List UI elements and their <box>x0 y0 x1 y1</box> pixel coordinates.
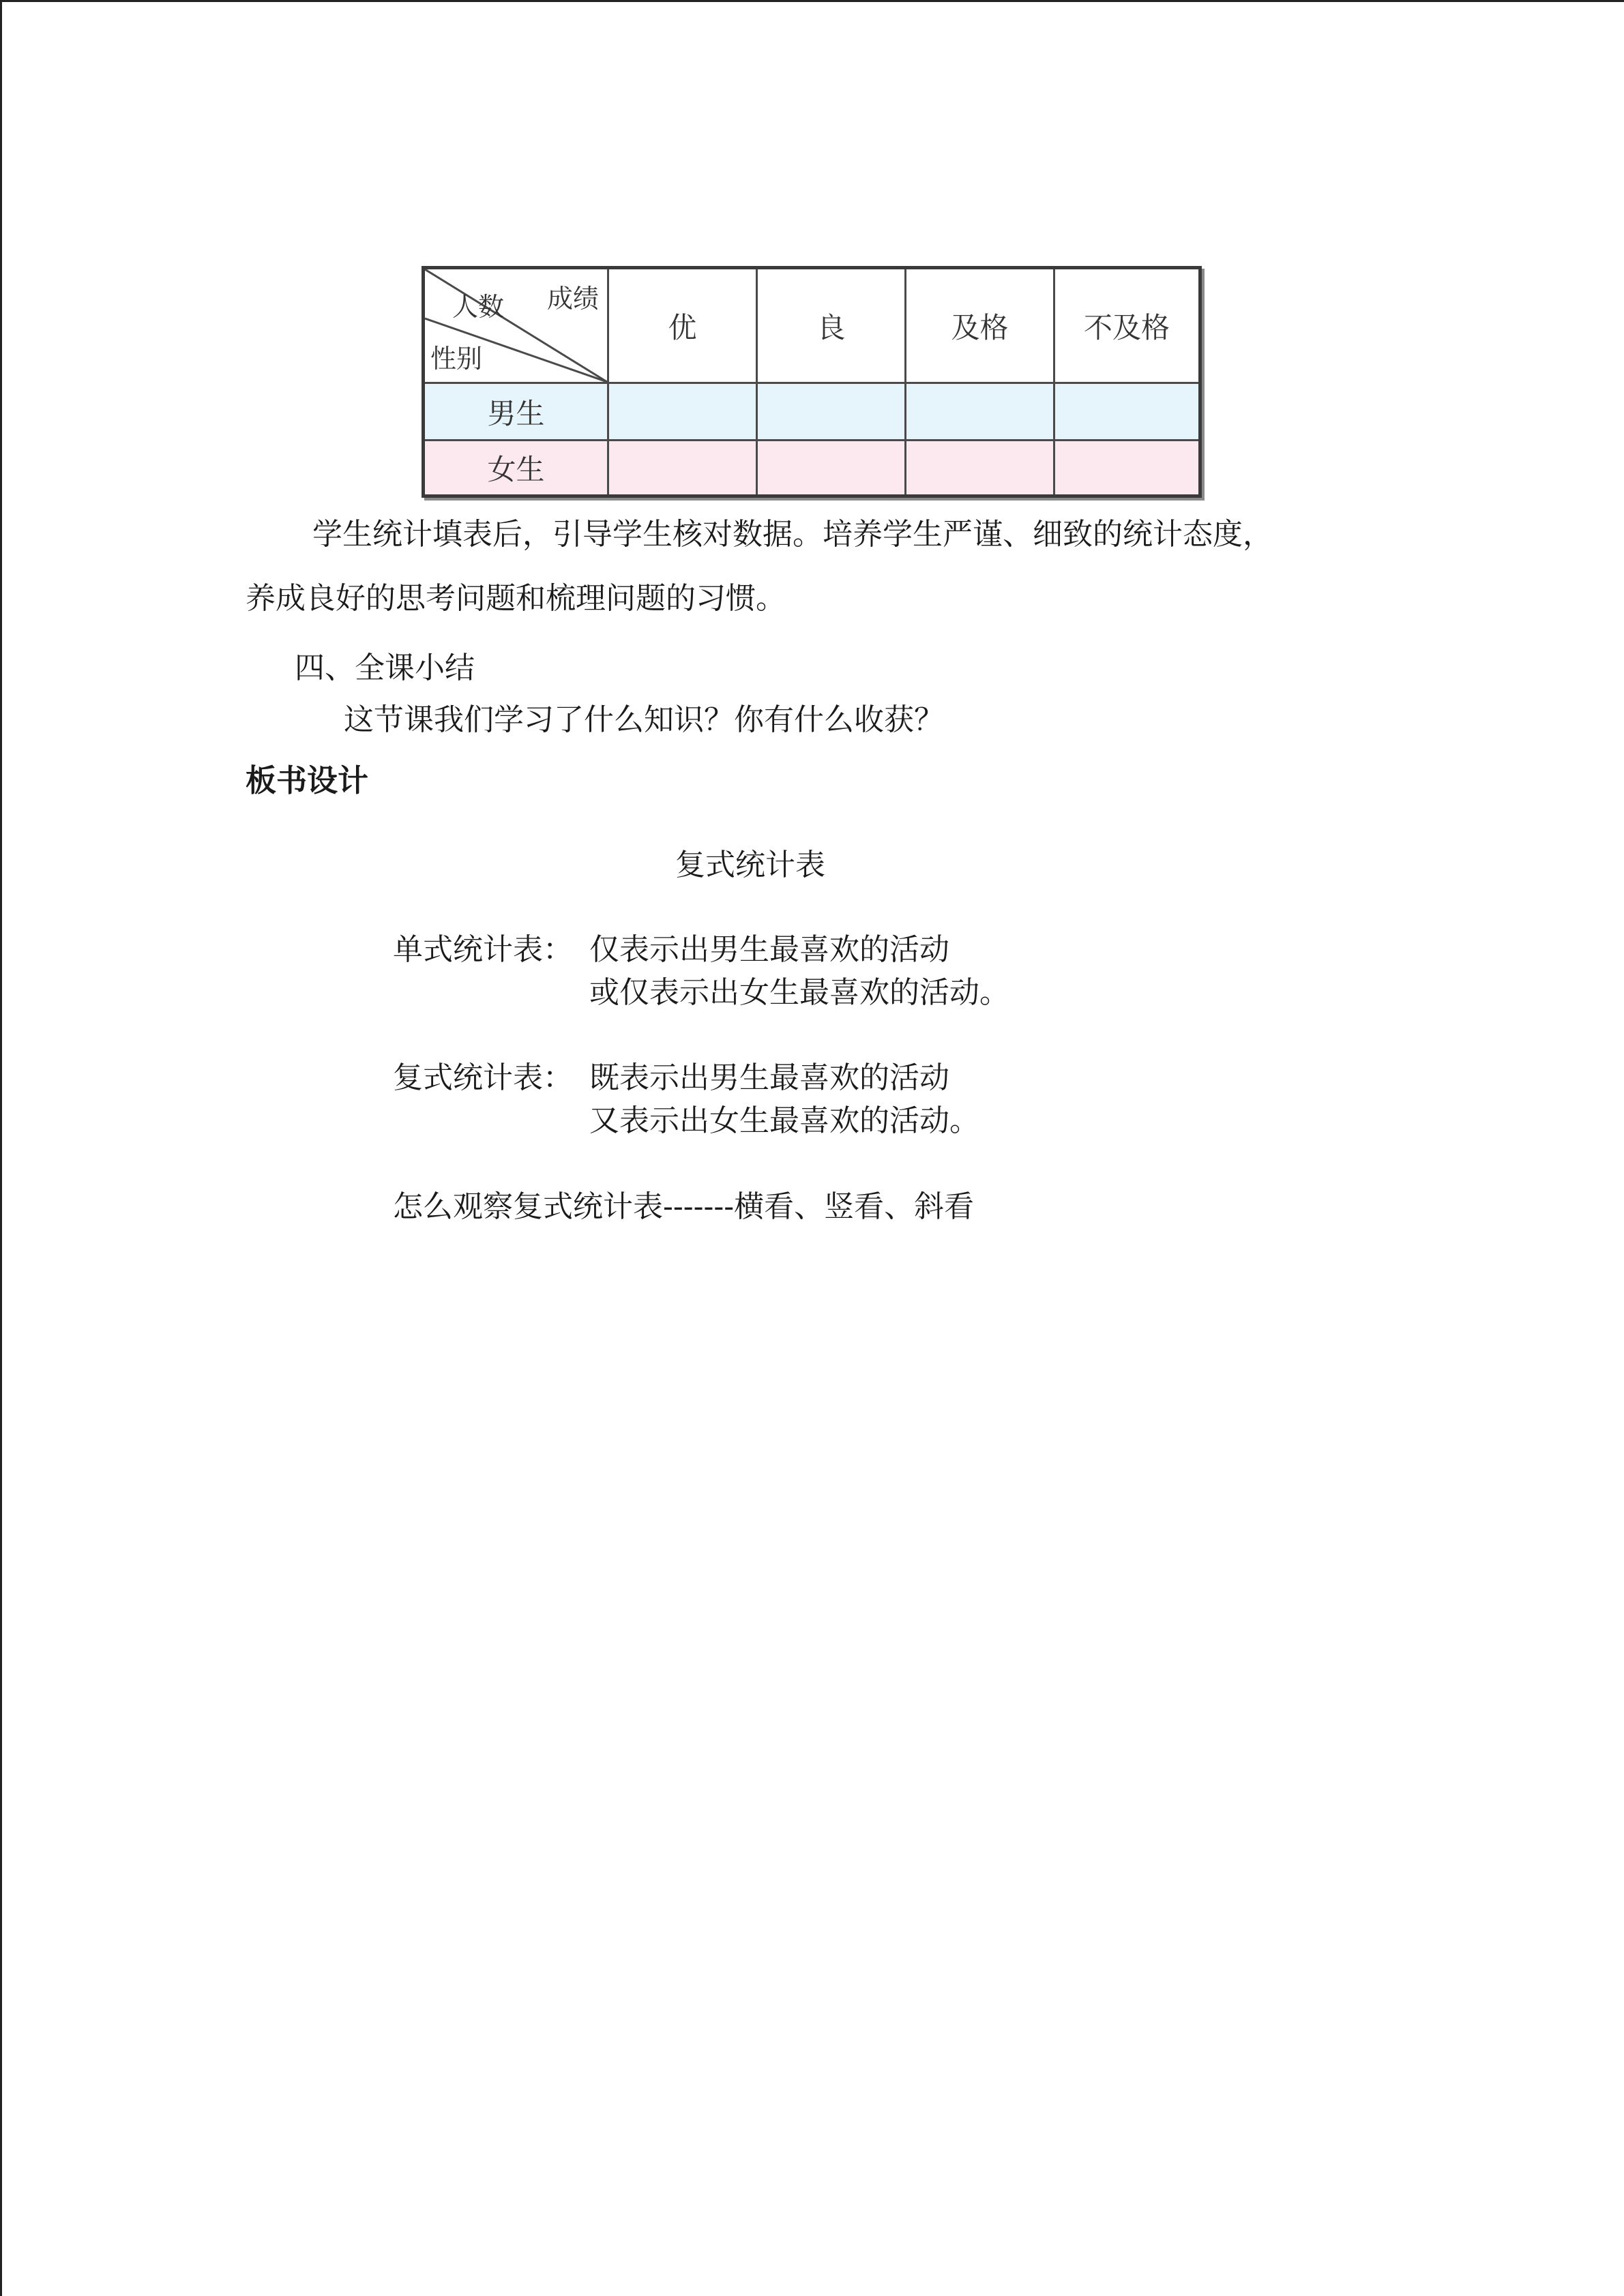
corner-gender-label: 性别 <box>430 344 483 374</box>
column-header: 优 <box>609 269 758 384</box>
table-cell <box>758 441 906 494</box>
compound-table-label: 复式统计表： <box>393 1060 573 1095</box>
column-header: 及格 <box>906 269 1055 384</box>
table-corner-cell <box>425 269 609 384</box>
table-cell <box>609 441 758 494</box>
board-heading: 板书设计 <box>246 762 369 799</box>
single-table-line-1: 仅表示出男生最喜欢的活动 <box>589 932 949 967</box>
table-cell <box>1055 384 1198 441</box>
single-table-label: 单式统计表： <box>393 932 573 967</box>
corner-count-label: 人数 <box>452 292 505 322</box>
table-cell <box>906 384 1055 441</box>
board-title: 复式统计表 <box>675 848 825 882</box>
observe-line: 怎么观察复式统计表-------横看、竖看、斜看 <box>393 1189 975 1224</box>
corner-score-label: 成绩 <box>546 284 599 314</box>
column-header: 良 <box>758 269 906 384</box>
row-label-boys: 男生 <box>425 384 609 441</box>
single-table-line-2: 或仅表示出女生最喜欢的活动。 <box>589 975 1009 1010</box>
summary-question: 这节课我们学习了什么知识？你有什么收获？ <box>344 702 944 737</box>
statistics-table <box>422 266 1202 498</box>
table-cell <box>609 384 758 441</box>
paragraph-line-1: 学生统计填表后，引导学生核对数据。培养学生严谨、细致的统计态度， <box>312 517 1273 552</box>
table-cell <box>906 441 1055 494</box>
compound-table-line-1: 既表示出男生最喜欢的活动 <box>589 1060 949 1095</box>
summary-heading: 四、全课小结 <box>295 651 475 685</box>
column-header: 不及格 <box>1055 269 1198 384</box>
table-cell <box>758 384 906 441</box>
table-cell <box>1055 441 1198 494</box>
paragraph-line-2: 养成良好的思考问题和梳理问题的习惯。 <box>246 581 786 616</box>
row-label-girls: 女生 <box>425 441 609 494</box>
compound-table-line-2: 又表示出女生最喜欢的活动。 <box>589 1103 979 1138</box>
